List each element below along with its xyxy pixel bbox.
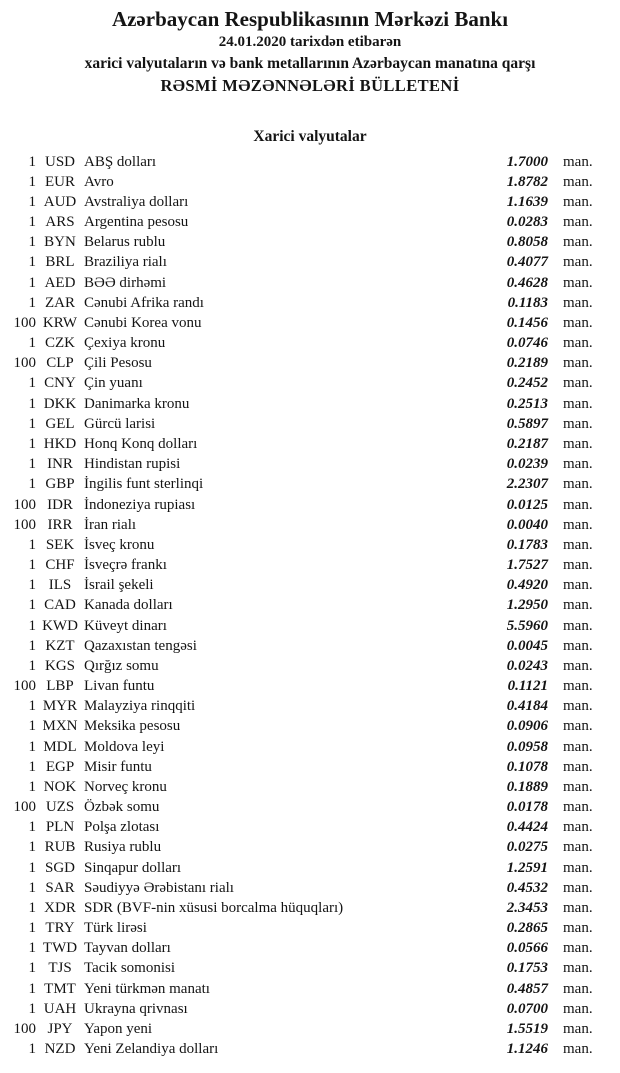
currency-row (0, 697, 600, 717)
currency-unit-label: man. (563, 476, 593, 493)
currency-code: GBP (45, 476, 75, 493)
currency-quantity: 1 (28, 193, 36, 210)
currency-name: Hindistan rupisi (84, 456, 181, 473)
currency-name: Çin yuanı (84, 375, 143, 392)
currency-rate: 1.7527 (506, 557, 548, 574)
currency-quantity: 1 (28, 899, 36, 916)
currency-name: Malayziya rinqqiti (84, 698, 196, 715)
currency-quantity: 1 (28, 980, 36, 997)
currency-name: Ukrayna qrivnası (84, 1000, 188, 1017)
currency-row (0, 939, 600, 959)
currency-quantity: 1 (28, 637, 36, 654)
currency-row (0, 798, 600, 818)
currency-code: NZD (44, 1041, 76, 1058)
currency-name: Qırğız somu (84, 657, 159, 674)
currency-name: Danimarka kronu (84, 395, 190, 412)
currency-unit-label: man. (563, 314, 593, 331)
currency-rate: 1.1639 (506, 193, 548, 210)
currency-quantity: 100 (13, 799, 36, 816)
currency-quantity: 1 (28, 435, 36, 452)
currency-unit-label: man. (563, 899, 593, 916)
currency-rate: 0.4077 (506, 254, 548, 271)
currency-row (0, 152, 600, 172)
currency-code: GEL (45, 415, 75, 432)
currency-quantity: 100 (13, 1020, 36, 1037)
currency-name: İsveç kronu (84, 536, 155, 553)
currency-name: Qazaxıstan tengəsi (84, 637, 197, 654)
currency-quantity: 1 (28, 254, 36, 271)
currency-code: BRL (45, 254, 75, 271)
subject-line: xarici valyutaların və bank metallarının Azərbaycan manatına qarşı (84, 55, 536, 72)
currency-code: PLN (45, 819, 75, 836)
currency-quantity: 100 (13, 496, 36, 513)
currency-name: Cənubi Korea vonu (84, 314, 202, 331)
currency-unit-label: man. (563, 758, 593, 775)
currency-quantity: 1 (28, 294, 36, 311)
currency-row (0, 919, 600, 939)
currency-unit-label: man. (563, 920, 593, 937)
currency-quantity: 1 (28, 415, 36, 432)
rates-table (0, 152, 600, 1060)
currency-rate: 0.2865 (506, 920, 548, 937)
currency-name: Livan funtu (84, 678, 155, 695)
currency-code: DKK (43, 395, 77, 412)
currency-name: Səudiyyə Ərəbistanı rialı (84, 879, 234, 896)
currency-unit-label: man. (563, 456, 593, 473)
currency-name: Rusiya rublu (84, 839, 162, 856)
currency-name: Yapon yeni (84, 1020, 153, 1037)
bulletin-header (0, 0, 620, 97)
currency-unit-label: man. (563, 839, 593, 856)
currency-rate: 1.2950 (506, 597, 548, 614)
currency-name: ABŞ dolları (84, 153, 157, 170)
currency-name: Yeni Zelandiya dolları (84, 1041, 219, 1058)
currency-name: Moldova leyi (84, 738, 165, 755)
currency-code: HKD (43, 435, 77, 452)
currency-rate: 0.4184 (506, 698, 548, 715)
currency-name: Braziliya rialı (84, 254, 167, 271)
currency-name: İsrail şekeli (84, 577, 154, 594)
currency-row (0, 676, 600, 696)
currency-name: İndoneziya rupiası (84, 496, 196, 513)
currency-code: KRW (42, 314, 78, 331)
currency-code: UZS (45, 799, 75, 816)
currency-name: İsveçrə frankı (84, 557, 167, 574)
currency-code: EUR (45, 173, 75, 190)
currency-rate: 0.2189 (506, 355, 548, 372)
currency-row (0, 1019, 600, 1039)
currency-code: CAD (44, 597, 76, 614)
currency-unit-label: man. (563, 355, 593, 372)
currency-row (0, 172, 600, 192)
currency-quantity: 1 (28, 1041, 36, 1058)
currency-unit-label: man. (563, 678, 593, 695)
currency-unit-label: man. (563, 617, 593, 634)
currency-row (0, 656, 600, 676)
currency-unit-label: man. (563, 193, 593, 210)
currency-rate: 0.1121 (507, 678, 548, 695)
currency-unit-label: man. (563, 1020, 593, 1037)
currency-name: Misir funtu (84, 758, 152, 775)
currency-unit-label: man. (563, 718, 593, 735)
currency-rate: 0.2513 (506, 395, 548, 412)
currency-row (0, 858, 600, 878)
currency-unit-label: man. (563, 173, 593, 190)
currency-rate: 1.5519 (506, 1020, 548, 1037)
currency-row (0, 838, 600, 858)
currency-name: İran rialı (84, 516, 137, 533)
currency-unit-label: man. (563, 940, 593, 957)
currency-name: Yeni türkmən manatı (84, 980, 210, 997)
currency-row (0, 636, 600, 656)
currency-quantity: 1 (28, 940, 36, 957)
currency-code: TJS (48, 960, 72, 977)
currency-unit-label: man. (563, 274, 593, 291)
currency-rate: 0.4857 (506, 980, 548, 997)
currency-quantity: 100 (13, 516, 36, 533)
bulletin-title: RƏSMİ MƏZƏNNƏLƏRİ BÜLLETENİ (160, 76, 460, 95)
currency-quantity: 1 (28, 819, 36, 836)
currency-code: JPY (47, 1020, 73, 1037)
currency-unit-label: man. (563, 536, 593, 553)
currency-rate: 2.2307 (506, 476, 548, 493)
currency-code: TWD (42, 940, 78, 957)
currency-name: Kanada dolları (84, 597, 173, 614)
currency-quantity: 1 (28, 153, 36, 170)
currency-row (0, 515, 600, 535)
currency-rate: 0.5897 (506, 415, 548, 432)
currency-row (0, 334, 600, 354)
currency-rate: 0.0045 (506, 637, 548, 654)
currency-rate: 0.1456 (506, 314, 548, 331)
currency-rate: 0.4424 (506, 819, 548, 836)
currency-quantity: 1 (28, 657, 36, 674)
currency-quantity: 1 (28, 476, 36, 493)
currency-code: MXN (42, 718, 78, 735)
currency-row (0, 293, 600, 313)
currency-quantity: 1 (28, 758, 36, 775)
currency-unit-label: man. (563, 395, 593, 412)
currency-rate: 1.8782 (506, 173, 548, 190)
currency-quantity: 1 (28, 920, 36, 937)
currency-code: UAH (43, 1000, 77, 1017)
currency-quantity: 1 (28, 738, 36, 755)
currency-quantity: 1 (28, 375, 36, 392)
currency-rate: 0.4628 (506, 274, 548, 291)
currency-unit-label: man. (563, 375, 593, 392)
currency-quantity: 1 (28, 234, 36, 251)
currency-row (0, 253, 600, 273)
currency-row (0, 535, 600, 555)
currency-unit-label: man. (563, 153, 593, 170)
currency-name: Argentina pesosu (84, 214, 189, 231)
currency-quantity: 1 (28, 617, 36, 634)
currency-unit-label: man. (563, 214, 593, 231)
currency-name: SDR (BVF-nin xüsusi borcalma hüquqları) (84, 899, 344, 916)
currency-quantity: 1 (28, 859, 36, 876)
currency-code: BYN (44, 234, 76, 251)
currency-code: RUB (44, 839, 76, 856)
currency-code: CLP (46, 355, 74, 372)
currency-code: KZT (45, 637, 75, 654)
currency-row (0, 959, 600, 979)
currency-row (0, 1040, 600, 1060)
currency-code: XDR (44, 899, 76, 916)
currency-row (0, 233, 600, 253)
currency-quantity: 100 (13, 314, 36, 331)
currency-code: SEK (45, 536, 75, 553)
currency-code: IDR (47, 496, 73, 513)
currency-rate: 0.0700 (506, 1000, 548, 1017)
currency-row (0, 818, 600, 838)
currency-quantity: 100 (13, 678, 36, 695)
currency-name: Avstraliya dolları (84, 193, 189, 210)
currency-code: MDL (43, 738, 77, 755)
currency-name: Çili Pesosu (84, 355, 152, 372)
currency-row (0, 757, 600, 777)
currency-name: İngilis funt sterlinqi (84, 476, 204, 493)
currency-code: USD (44, 153, 75, 170)
currency-unit-label: man. (563, 859, 593, 876)
currency-rate: 0.0566 (506, 940, 548, 957)
currency-row (0, 999, 600, 1019)
currency-code: ZAR (45, 294, 75, 311)
currency-name: Küveyt dinarı (84, 617, 167, 634)
currency-code: EGP (45, 758, 75, 775)
currency-quantity: 1 (28, 173, 36, 190)
currency-quantity: 1 (28, 839, 36, 856)
currency-rate: 1.1246 (506, 1041, 548, 1058)
currency-row (0, 475, 600, 495)
currency-row (0, 576, 600, 596)
currency-quantity: 1 (28, 1000, 36, 1017)
currency-rate: 0.1183 (507, 294, 548, 311)
currency-quantity: 1 (28, 274, 36, 291)
currency-rate: 0.8058 (506, 234, 548, 251)
currency-rate: 0.0906 (506, 718, 548, 735)
currency-name: Türk lirəsi (84, 920, 147, 937)
currency-name: Belarus rublu (84, 234, 166, 251)
currency-code: CNY (44, 375, 76, 392)
currency-code: IRR (47, 516, 73, 533)
currency-unit-label: man. (563, 637, 593, 654)
currency-unit-label: man. (563, 294, 593, 311)
currency-unit-label: man. (563, 778, 593, 795)
currency-row (0, 979, 600, 999)
currency-unit-label: man. (563, 879, 593, 896)
currency-row (0, 616, 600, 636)
section-title-foreign-currencies: Xarici valyutalar (253, 128, 367, 145)
currency-unit-label: man. (563, 698, 593, 715)
currency-row (0, 455, 600, 475)
currency-row (0, 596, 600, 616)
currency-quantity: 1 (28, 214, 36, 231)
currency-rate: 0.0243 (506, 657, 548, 674)
currency-row (0, 434, 600, 454)
currency-unit-label: man. (563, 799, 593, 816)
currency-row (0, 495, 600, 515)
currency-unit-label: man. (563, 335, 593, 352)
currency-quantity: 1 (28, 597, 36, 614)
currency-row (0, 273, 600, 293)
currency-row (0, 555, 600, 575)
currency-quantity: 1 (28, 879, 36, 896)
currency-code: AED (44, 274, 76, 291)
currency-quantity: 1 (28, 577, 36, 594)
currency-unit-label: man. (563, 980, 593, 997)
currency-rate: 0.0746 (506, 335, 548, 352)
currency-name: Cənubi Afrika randı (84, 294, 204, 311)
currency-unit-label: man. (563, 657, 593, 674)
currency-name: Meksika pesosu (84, 718, 181, 735)
currency-unit-label: man. (563, 1000, 593, 1017)
currency-unit-label: man. (563, 516, 593, 533)
currency-name: Honq Konq dolları (84, 435, 198, 452)
currency-quantity: 1 (28, 960, 36, 977)
currency-code: LBP (46, 678, 74, 695)
currency-rate: 5.5960 (506, 617, 548, 634)
currency-rate: 0.4532 (506, 879, 548, 896)
currency-rate: 0.1753 (506, 960, 548, 977)
currency-code: KWD (42, 617, 78, 634)
currency-code: INR (47, 456, 73, 473)
currency-rate: 0.1889 (506, 778, 548, 795)
currency-row (0, 354, 600, 374)
currency-rate: 1.7000 (506, 153, 548, 170)
currency-code: MYR (42, 698, 78, 715)
currency-row (0, 737, 600, 757)
currency-unit-label: man. (563, 435, 593, 452)
currency-code: NOK (43, 778, 77, 795)
currency-code: TRY (45, 920, 75, 937)
currency-unit-label: man. (563, 234, 593, 251)
currency-code: TMT (44, 980, 76, 997)
currency-code: AUD (43, 193, 77, 210)
currency-name: Özbək somu (84, 799, 160, 816)
currency-unit-label: man. (563, 738, 593, 755)
currency-code: ILS (48, 577, 72, 594)
currency-rate: 0.4920 (506, 577, 548, 594)
currency-name: Sinqapur dolları (84, 859, 182, 876)
currency-row (0, 777, 600, 797)
currency-unit-label: man. (563, 254, 593, 271)
currency-unit-label: man. (563, 1041, 593, 1058)
currency-rate: 0.2452 (506, 375, 548, 392)
currency-row (0, 313, 600, 333)
currency-quantity: 1 (28, 395, 36, 412)
currency-code: CHF (45, 557, 75, 574)
currency-rate: 0.1078 (506, 758, 548, 775)
currency-unit-label: man. (563, 960, 593, 977)
currency-rate: 1.2591 (506, 859, 548, 876)
effective-date: 24.01.2020 tarixdən etibarən (218, 34, 402, 50)
bank-title: Azərbaycan Respublikasının Mərkəzi Bankı (111, 7, 509, 31)
currency-unit-label: man. (563, 577, 593, 594)
currency-rate: 2.3453 (506, 899, 548, 916)
currency-code: KGS (44, 657, 75, 674)
currency-code: SGD (44, 859, 75, 876)
currency-code: CZK (45, 335, 75, 352)
currency-unit-label: man. (563, 557, 593, 574)
currency-rate: 0.0275 (506, 839, 548, 856)
currency-name: Polşa zlotası (84, 819, 160, 836)
currency-rate: 0.0958 (506, 738, 548, 755)
currency-rate: 0.1783 (506, 536, 548, 553)
currency-row (0, 878, 600, 898)
currency-unit-label: man. (563, 496, 593, 513)
currency-row (0, 374, 600, 394)
currency-quantity: 100 (13, 355, 36, 372)
currency-row (0, 414, 600, 434)
currency-quantity: 1 (28, 536, 36, 553)
currency-rate: 0.0283 (506, 214, 548, 231)
currency-quantity: 1 (28, 718, 36, 735)
currency-rate: 0.0178 (506, 799, 548, 816)
currency-row (0, 717, 600, 737)
currency-quantity: 1 (28, 778, 36, 795)
currency-name: Tayvan dolları (84, 940, 171, 957)
currency-quantity: 1 (28, 557, 36, 574)
currency-quantity: 1 (28, 335, 36, 352)
currency-unit-label: man. (563, 597, 593, 614)
currency-unit-label: man. (563, 819, 593, 836)
currency-name: Çexiya kronu (84, 335, 166, 352)
currency-name: Norveç kronu (84, 778, 167, 795)
currency-row (0, 898, 600, 918)
currency-name: Avro (84, 173, 114, 190)
currency-name: Gürcü larisi (84, 415, 156, 432)
currency-row (0, 192, 600, 212)
currency-code: SAR (45, 879, 75, 896)
currency-rate: 0.0040 (506, 516, 548, 533)
currency-name: Tacik somonisi (84, 960, 176, 977)
currency-name: BƏƏ dirhəmi (84, 274, 167, 291)
currency-quantity: 1 (28, 698, 36, 715)
currency-row (0, 394, 600, 414)
currency-unit-label: man. (563, 415, 593, 432)
currency-rate: 0.0125 (506, 496, 548, 513)
currency-row (0, 213, 600, 233)
currency-rate: 0.0239 (506, 456, 548, 473)
currency-rate: 0.2187 (506, 435, 548, 452)
currency-quantity: 1 (28, 456, 36, 473)
currency-code: ARS (45, 214, 75, 231)
